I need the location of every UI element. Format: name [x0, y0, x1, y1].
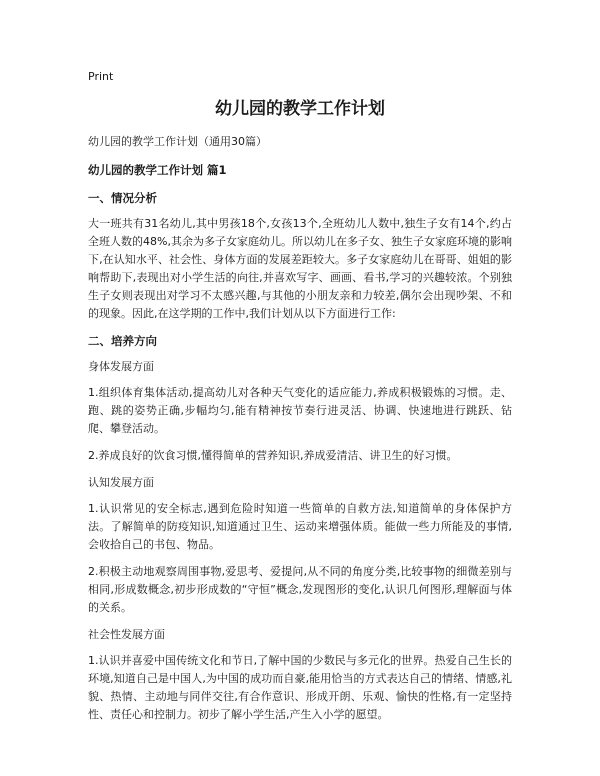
paragraph-cognitive-2: 2.积极主动地观察周围事物,爱思考、爱提问,从不同的角度分类,比较事物的细微差别与相同,形成数概念,初步形成数的“守恒”概念,发现图形的变化,认识几何图形,理解面与体的关系。 — [88, 565, 512, 614]
heading-situation-analysis: 一、情况分析 — [88, 191, 157, 205]
paragraph-physical-2: 2.养成良好的饮食习惯,懂得简单的营养知识,养成爱清洁、讲卫生的好习惯。 — [88, 449, 458, 462]
paragraph-social-1: 1.认识并喜爱中国传统文化和节日,了解中国的少数民与多元化的世界。热爱自己生长的环境,知道自己是中国人,为中国的成功而自豪,能用恰当的方式表达自己的情绪、情感,礼貌、热情、主动地与同伴交往,有合作意识、形成开朗、乐观、愉快的性格,有一定坚持性、责任心和控制力。初步了解小学生活,产生入小学的愿望。 — [88, 654, 512, 721]
subheading-social: 社会性发展方面 — [88, 628, 165, 641]
document-subtitle: 幼儿园的教学工作计划（通用30篇） — [88, 135, 267, 148]
paragraph-physical-1: 1.组织体育集体活动,提高幼儿对各种天气变化的适应能力,养成积极锻炼的习惯。走、跑、跳的姿势正确,步幅均匀,能有精神按节奏行进灵活、协调、快速地进行跳跃、钻爬、攀登活动。 — [88, 386, 512, 435]
paragraph-situation-analysis: 大一班共有31名幼儿,其中男孩18个,女孩13个,全班幼儿人数中,独生子女有14个,约占全班人数的48%,其余为多子女家庭幼儿。所以幼儿在多子女、独生子女家庭环境的影响下,在认知水平、社会性、身体方面的发展差距较大。多子女家庭幼儿在哥哥、姐姐的影响帮助下,表现出对小学生活的向往,并喜欢写字、画画、看书,学习的兴趣较浓。个别独生子女则表现出对学习不太感兴趣,与其他的小朋友亲和力较差,偶尔会出现吵架、不和的现象。因此,在这学期的工作中,我们计划从以下方面进行工作: — [88, 217, 512, 320]
page-title: 幼儿园的教学工作计划 — [215, 99, 385, 119]
section-title: 幼儿园的教学工作计划 篇1 — [88, 163, 227, 177]
subheading-physical: 身体发展方面 — [88, 360, 154, 373]
heading-training-direction: 二、培养方向 — [88, 334, 157, 348]
paragraph-cognitive-1: 1.认识常见的安全标志,遇到危险时知道一些简单的自救方法,知道简单的身体保护方法。了解简单的防疫知识,知道通过卫生、运动来增强体质。能做一些力所能及的事情,会收拾自己的书包、物品。 — [88, 502, 512, 551]
subheading-cognitive: 认知发展方面 — [88, 476, 154, 489]
print-label: Print — [88, 70, 114, 83]
